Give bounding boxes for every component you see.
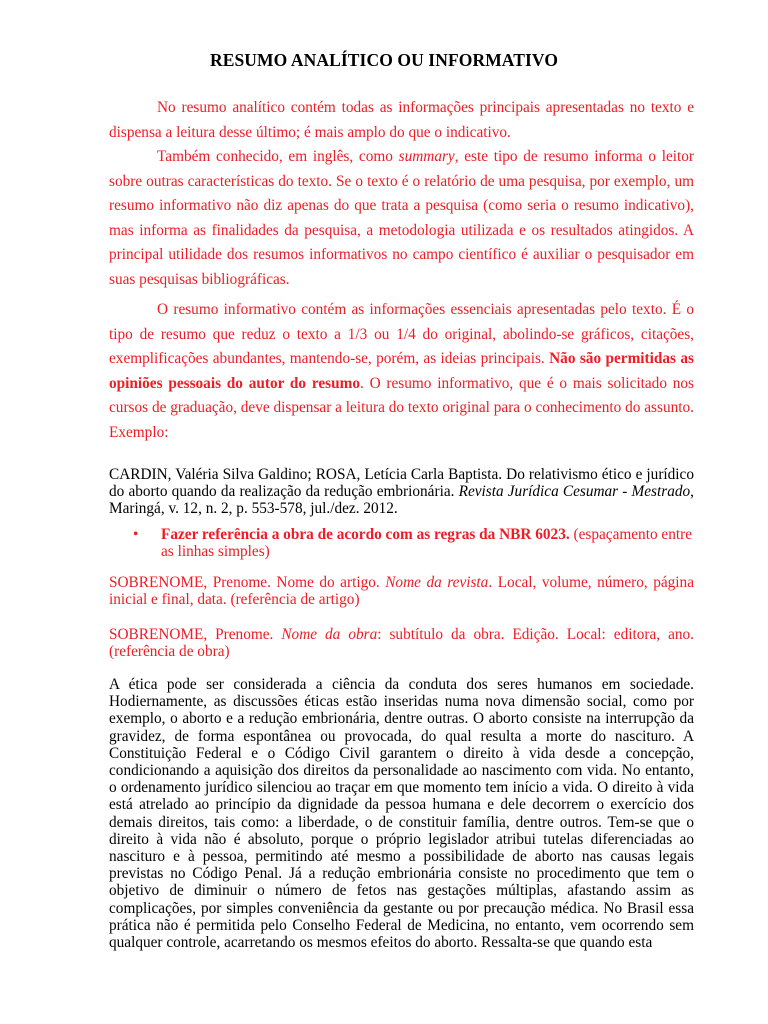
paragraph-summary-text-end: , este tipo de resumo informa o leitor sobre outras características do texto. Se o texto é o relatório de uma pesquisa, por exemplo, um resumo informativo não diz apenas do que trata a pesquisa (como seria o resumo indicativo), mas informa as finalidades da pesquisa, a metodologia utilizada e os resultados atingidos. A principal utilidade dos resumos informativos no campo científico é auxiliar o pesquisador em suas pesquisas bibliográficas. [109, 148, 694, 288]
reference-details: , Maringá, v. 12, n. 2, p. 553-578, jul./dez. 2012. [109, 483, 694, 518]
nbr-instruction-bullet [133, 526, 694, 560]
summary-term: summary [398, 148, 455, 165]
bullet-icon: • [133, 526, 139, 543]
article-format-journal: Nome da revista [385, 574, 489, 591]
article-format-end: . Local, volume, número, página inicial e final, data. (referência de artigo) [109, 574, 694, 609]
book-format-title: Nome da obra [281, 626, 378, 643]
bold-rule-text: Não são permitidas as opiniões pessoais do autor do resumo [109, 350, 694, 392]
paragraph-informativo [109, 298, 694, 445]
nbr-instruction-note: (espaçamento entre as linhas simples) [161, 526, 692, 561]
paragraph-analitico [109, 96, 694, 145]
nbr-instruction-bold: Fazer referência a obra de acordo com as regras da NBR 6023. [161, 526, 570, 543]
book-format-start: SOBRENOME, Prenome. [109, 626, 282, 643]
paragraph-summary [109, 145, 694, 292]
reference-authors-title: CARDIN, Valéria Silva Galdino; ROSA, Letícia Carla Baptista. Do relativismo ético e jurídico do aborto quando da realização da redução embrionária. [109, 466, 694, 501]
page-title: RESUMO ANALÍTICO OU INFORMATIVO [209, 50, 559, 70]
book-format-end: : subtítulo da obra. Edição. Local: editora, ano. (referência de obra) [109, 626, 694, 661]
paragraph-summary-text-start: Também conhecido, em inglês, como [157, 148, 399, 165]
paragraph-informativo-text-start: O resumo informativo contém as informações essenciais apresentadas pelo texto. É o tipo de resumo que reduz o texto a 1/3 ou 1/4 do original, abolindo-se gráficos, citações, exemplificações abundantes, mantendo-se, porém, as ideias principais. [109, 301, 694, 367]
reference-example [109, 466, 694, 518]
reference-journal: Revista Jurídica Cesumar - Mestrado [458, 483, 691, 501]
nbr-instruction-text [161, 526, 694, 560]
article-format-start: SOBRENOME, Prenome. Nome do artigo. [109, 574, 386, 591]
paragraph-informativo-text-end: . O resumo informativo, que é o mais solicitado nos cursos de graduação, deve dispensar a leitura do texto original para o conhecimento do assunto. Exemplo: [109, 374, 694, 441]
body-text [109, 676, 694, 951]
paragraph-analitico-text: No resumo analítico contém todas as informações principais apresentadas no texto e dispensa a leitura desse último; é mais amplo do que o indicativo. [109, 99, 694, 141]
book-reference-format [109, 626, 694, 660]
body-text-content: A ética pode ser considerada a ciência da conduta dos seres humanos em sociedade. Hodiernamente, as discussões éticas estão inseridas numa nova dimensão social, como por exemplo, o aborto e a redução embrionária, dentre outras. O aborto consiste na interrupção da gravidez, de forma espontânea ou provocada, do qual resulta a morte do nascituro. A Constituição Federal e o Código Civil garantem o direito à vida desde a concepção, condicionando a aquisição dos direitos da personalidade ao nascimento com vida. No entanto, o ordenamento jurídico silenciou ao traçar em que momento tem início a vida. O direito à vida está atrelado ao princípio da dignidade da pessoa humana e dele decorrem o exercício dos demais direitos, tais como: a liberdade, o de constituir família, dentre outros. Tem-se que o direito à vida não é absoluto, porque o próprio legislador atribui tutelas diferenciadas ao nascituro e à pessoa, permitindo até mesmo a possibilidade de aborto nas causas legais previstas no Código Penal. Já a redução embrionária consiste no procedimento que tem o objetivo de diminuir o número de fetos nas gestações múltiplas, afastando assim as complicações, por simples conveniência da gestante ou por precaução médica. No Brasil essa prática não é permitida pelo Conselho Federal de Medicina, no entanto, vem ocorrendo sem qualquer controle, acarretando os mesmos efeitos do aborto. Ressalta-se que quando esta [109, 676, 694, 952]
article-reference-format [109, 574, 694, 608]
